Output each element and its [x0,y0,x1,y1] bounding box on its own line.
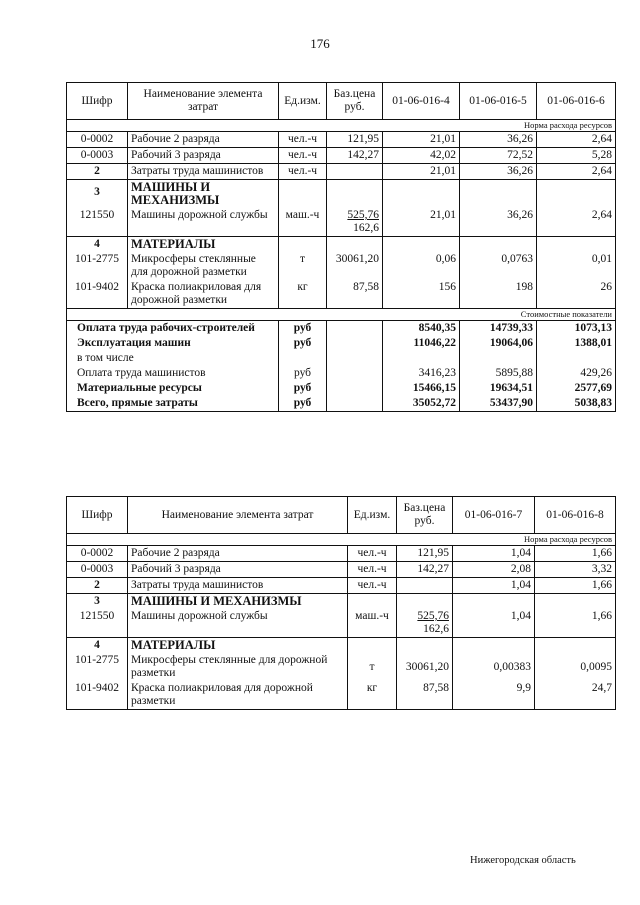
row-value: 198 [460,280,537,309]
header-col: 01-06-016-8 [535,497,616,534]
row-value: 36,26 [460,132,537,148]
row-unit: чел.-ч [348,578,397,594]
row-unit: чел.-ч [348,546,397,562]
row-code: 101-2775 [67,653,128,681]
row-code: 2 [67,578,128,594]
row-name: Рабочий 3 разряда [128,148,279,164]
row-value: 3,32 [535,562,616,578]
cost-unit: руб [279,336,327,351]
cost-name: Материальные ресурсы [67,381,279,396]
row-value: 1,04 [453,578,535,594]
header-col: 01-06-016-7 [453,497,535,534]
row-price: 121,95 [397,546,453,562]
header-unit: Ед.изм. [279,83,327,120]
row-value: 26 [537,280,616,309]
header-code: Шифр [67,83,128,120]
cost-value: 1388,01 [537,336,616,351]
row-name: Рабочий 3 разряда [128,562,348,578]
header-price: Баз.цена руб. [327,83,383,120]
row-unit: т [279,252,327,280]
row-value: 0,06 [383,252,460,280]
cost-value: 2577,69 [537,381,616,396]
cost-label: Стоимостные показатели [67,309,616,321]
table-header-row [67,497,616,534]
row-value: 24,7 [535,681,616,710]
section-number: 3 [67,594,128,610]
row-price [397,578,453,594]
header-name: Наименование элемента затрат [128,497,348,534]
row-code: 121550 [67,609,128,638]
row-code: 101-2775 [67,252,128,280]
section-number: 3 [67,180,128,209]
row-name: Рабочие 2 разряда [128,132,279,148]
row-value: 21,01 [383,208,460,237]
row-price: 121,95 [327,132,383,148]
cost-value: 429,26 [537,366,616,381]
row-unit: чел.-ч [279,132,327,148]
header-col: 01-06-016-6 [537,83,616,120]
row-value: 156 [383,280,460,309]
cost-row [67,336,616,351]
section-row [67,594,616,610]
section-title: МАШИНЫ И МЕХАНИЗМЫ [128,180,279,209]
row-unit: чел.-ч [348,562,397,578]
row-unit: т [348,653,397,681]
cost-value: 3416,23 [383,366,460,381]
cost-value: 8540,35 [383,321,460,337]
row-code: 0-0003 [67,148,128,164]
row-name: Краска полиакриловая для дорожной разметки [128,681,348,710]
cost-row [67,381,616,396]
header-code: Шифр [67,497,128,534]
row-value: 2,64 [537,164,616,180]
row-price [327,164,383,180]
cost-unit: руб [279,381,327,396]
row-code: 0-0003 [67,562,128,578]
cost-row [67,351,616,366]
row-value: 1,04 [453,546,535,562]
norm-label: Норма расхода ресурсов [67,120,616,132]
section-title: МАШИНЫ И МЕХАНИЗМЫ [128,594,348,610]
row-name: Затраты труда машинистов [128,164,279,180]
price-bottom: 162,6 [353,222,379,234]
row-name: Микросферы стеклянные для дорожной разметки [128,252,279,280]
row-value: 2,08 [453,562,535,578]
row-code: 0-0002 [67,546,128,562]
price-top: 525,76 [417,610,449,622]
section-row [67,237,616,253]
row-value: 21,01 [383,132,460,148]
cost-value: 14739,33 [460,321,537,337]
row-price: 30061,20 [397,653,453,681]
cost-name: Оплата труда машинистов [67,366,279,381]
cost-name: Оплата труда рабочих-строителей [67,321,279,337]
row-price: 87,58 [327,280,383,309]
cost-name: в том числе [67,351,279,366]
row-price: 87,58 [397,681,453,710]
row-value: 1,66 [535,546,616,562]
row-name: Машины дорожной службы [128,609,348,638]
table-row [67,148,616,164]
row-value: 0,0763 [460,252,537,280]
price-bottom: 162,6 [423,623,449,635]
row-value: 36,26 [460,164,537,180]
header-col: 01-06-016-5 [460,83,537,120]
table-row [67,546,616,562]
cost-unit: руб [279,321,327,337]
row-code: 121550 [67,208,128,237]
row-name: Машины дорожной службы [128,208,279,237]
table-row [67,609,616,638]
page-number: 176 [310,36,330,51]
row-price: 142,27 [397,562,453,578]
cost-row [67,396,616,412]
table-header-row [67,83,616,120]
header-unit: Ед.изм. [348,497,397,534]
cost-unit: руб [279,396,327,412]
row-value: 42,02 [383,148,460,164]
section-title: МАТЕРИАЛЫ [128,638,348,654]
row-value: 36,26 [460,208,537,237]
table-row [67,280,616,309]
header-col: 01-06-016-4 [383,83,460,120]
section-row [67,180,616,209]
row-value: 72,52 [460,148,537,164]
resource-table-2 [66,496,616,710]
row-name: Микросферы стеклянные для дорожной разметки [128,653,348,681]
row-unit: чел.-ч [279,164,327,180]
row-value: 1,66 [535,609,616,638]
row-value: 2,64 [537,132,616,148]
row-unit: чел.-ч [279,148,327,164]
row-value: 21,01 [383,164,460,180]
cost-value: 15466,15 [383,381,460,396]
cost-value: 5895,88 [460,366,537,381]
row-value: 9,9 [453,681,535,710]
cost-name: Всего, прямые затраты [67,396,279,412]
row-price: 30061,20 [327,252,383,280]
cost-value: 19634,51 [460,381,537,396]
header-name: Наименование элемента затрат [128,83,279,120]
cost-value: 11046,22 [383,336,460,351]
row-name: Затраты труда машинистов [128,578,348,594]
header-price: Баз.цена руб. [397,497,453,534]
row-price [397,609,453,638]
cost-row [67,321,616,337]
footer-region: Нижегородская область [470,855,576,866]
section-number: 4 [67,237,128,253]
row-unit: кг [279,280,327,309]
row-code: 0-0002 [67,132,128,148]
cost-unit: руб [279,366,327,381]
cost-name: Эксплуатация машин [67,336,279,351]
row-unit: кг [348,681,397,710]
table-row [67,132,616,148]
cost-value: 5038,83 [537,396,616,412]
cost-row [67,366,616,381]
price-top: 525,76 [347,209,379,221]
row-name: Рабочие 2 разряда [128,546,348,562]
section-title: МАТЕРИАЛЫ [128,237,279,253]
row-value: 1,66 [535,578,616,594]
section-row [67,638,616,654]
section-number: 4 [67,638,128,654]
row-price [327,208,383,237]
row-value: 2,64 [537,208,616,237]
row-value: 0,01 [537,252,616,280]
row-value: 1,04 [453,609,535,638]
resource-table-1 [66,82,616,412]
cost-value: 1073,13 [537,321,616,337]
table-row [67,562,616,578]
cost-value: 35052,72 [383,396,460,412]
table-row [67,208,616,237]
cost-value: 53437,90 [460,396,537,412]
row-unit: маш.-ч [348,609,397,638]
table-row [67,653,616,681]
table-row [67,252,616,280]
row-value: 5,28 [537,148,616,164]
row-code: 101-9402 [67,681,128,710]
row-value: 0,00383 [453,653,535,681]
table-row [67,164,616,180]
row-name: Краска полиакриловая для дорожной разметки [128,280,279,309]
norm-label: Норма расхода ресурсов [67,534,616,546]
row-price: 142,27 [327,148,383,164]
row-unit: маш.-ч [279,208,327,237]
table-row [67,681,616,710]
cost-value: 19064,06 [460,336,537,351]
row-value: 0,0095 [535,653,616,681]
row-code: 101-9402 [67,280,128,309]
table-row [67,578,616,594]
row-code: 2 [67,164,128,180]
